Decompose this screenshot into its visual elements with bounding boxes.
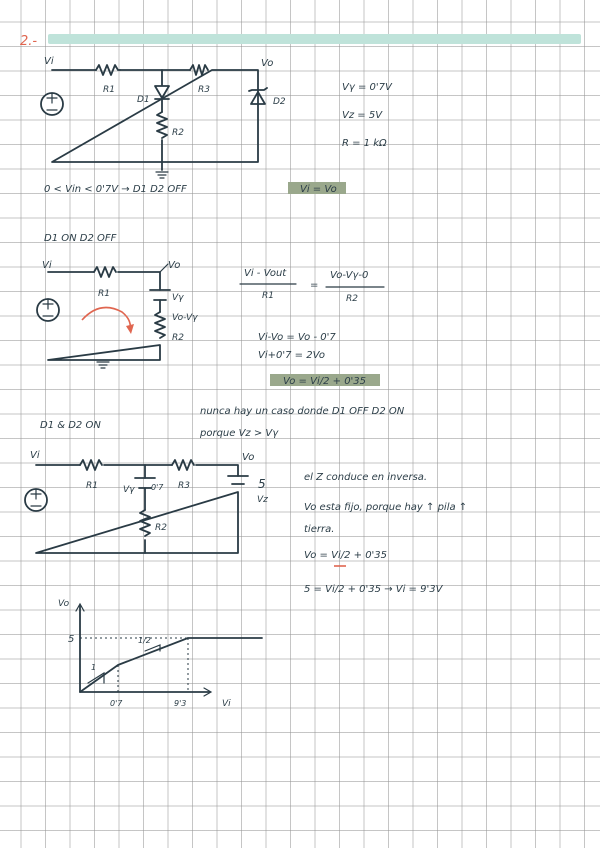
header-bar <box>48 34 581 44</box>
c3-text3: tierra. <box>304 524 335 535</box>
c2-vg-label: Vγ <box>172 293 184 303</box>
c2-eq3: Vi+0'7 = 2Vo <box>258 350 325 361</box>
c2-vo-label: Vo <box>168 260 181 271</box>
circuit-3 <box>25 450 268 553</box>
c3-text5: 5 = Vi/2 + 0'35 → Vi = 9'3V <box>304 584 443 595</box>
transfer-graph <box>58 599 262 709</box>
graph-x1: 0'7 <box>110 699 123 708</box>
c3-v07-label: 0'7 <box>151 483 164 492</box>
c2-vovg-label: Vo-Vγ <box>172 313 198 323</box>
c2-eq-den-left: R1 <box>262 291 274 301</box>
note-line1: nunca hay un caso donde D1 OFF D2 ON <box>200 406 405 417</box>
c3-text2: Vo esta fijo, porque hay ↑ pila ↑ <box>304 502 468 513</box>
param-vgamma: Vγ = 0'7V <box>342 82 392 93</box>
c2-eq-num-right: Vo-Vγ-0 <box>330 270 369 281</box>
c3-r2-label: R2 <box>155 523 167 533</box>
c1-vi-label: Vi <box>44 56 54 67</box>
c1-r1-label: R1 <box>103 85 115 95</box>
graph-y5: 5 <box>68 634 75 645</box>
c3-vi-label: Vi <box>30 450 40 461</box>
c3-five-label: 5 <box>258 477 266 491</box>
graph-xlabel: Vi <box>222 699 231 709</box>
c2-vi-label: Vi <box>42 260 52 271</box>
case1-result: Vi = Vo <box>300 184 337 195</box>
note-line2: porque Vz > Vγ <box>200 428 279 439</box>
c2-eq-num-left: Vi - Vout <box>244 268 287 279</box>
c3-vz-label: Vz <box>257 495 268 505</box>
c2-r1-label: R1 <box>98 289 110 299</box>
c1-r3-label: R3 <box>198 85 210 95</box>
c1-d1-label: D1 <box>137 95 150 105</box>
case1-condition: 0 < Vin < 0'7V → D1 D2 OFF <box>44 184 187 195</box>
svg-text:=: = <box>310 280 319 291</box>
c1-r2-label: R2 <box>172 128 184 138</box>
c3-text4: Vo = Vi/2 + 0'35 <box>304 550 388 561</box>
c3-vg-label: Vγ <box>123 485 135 495</box>
c1-vo-label: Vo <box>261 58 274 69</box>
graph-slope1: 1 <box>91 663 97 672</box>
param-r: R = 1 kΩ <box>342 138 387 149</box>
case2-title: D1 ON D2 OFF <box>44 233 117 244</box>
case3-title: D1 & D2 ON <box>40 420 101 431</box>
graph-slope2: 1/2 <box>138 636 151 645</box>
c2-eq2: Vi-Vo = Vo - 0'7 <box>258 332 336 343</box>
c1-d2-label: D2 <box>273 97 286 107</box>
c2-eq4: Vo = Vi/2 + 0'35 <box>283 376 367 387</box>
c3-r3-label: R3 <box>178 481 190 491</box>
problem-number: 2.- <box>20 34 38 49</box>
graph-ylabel: Vo <box>58 599 70 609</box>
circuit-1 <box>41 56 286 178</box>
c3-r1-label: R1 <box>86 481 98 491</box>
c2-r2-label: R2 <box>172 333 184 343</box>
c3-text1: el Z conduce en inversa. <box>304 472 428 483</box>
c3-vo-label: Vo <box>242 452 255 463</box>
graph-x2: 9'3 <box>174 699 187 708</box>
c2-eq-den-right: R2 <box>346 294 358 304</box>
circuit-2 <box>37 260 198 368</box>
param-vz: Vz = 5V <box>342 110 383 121</box>
